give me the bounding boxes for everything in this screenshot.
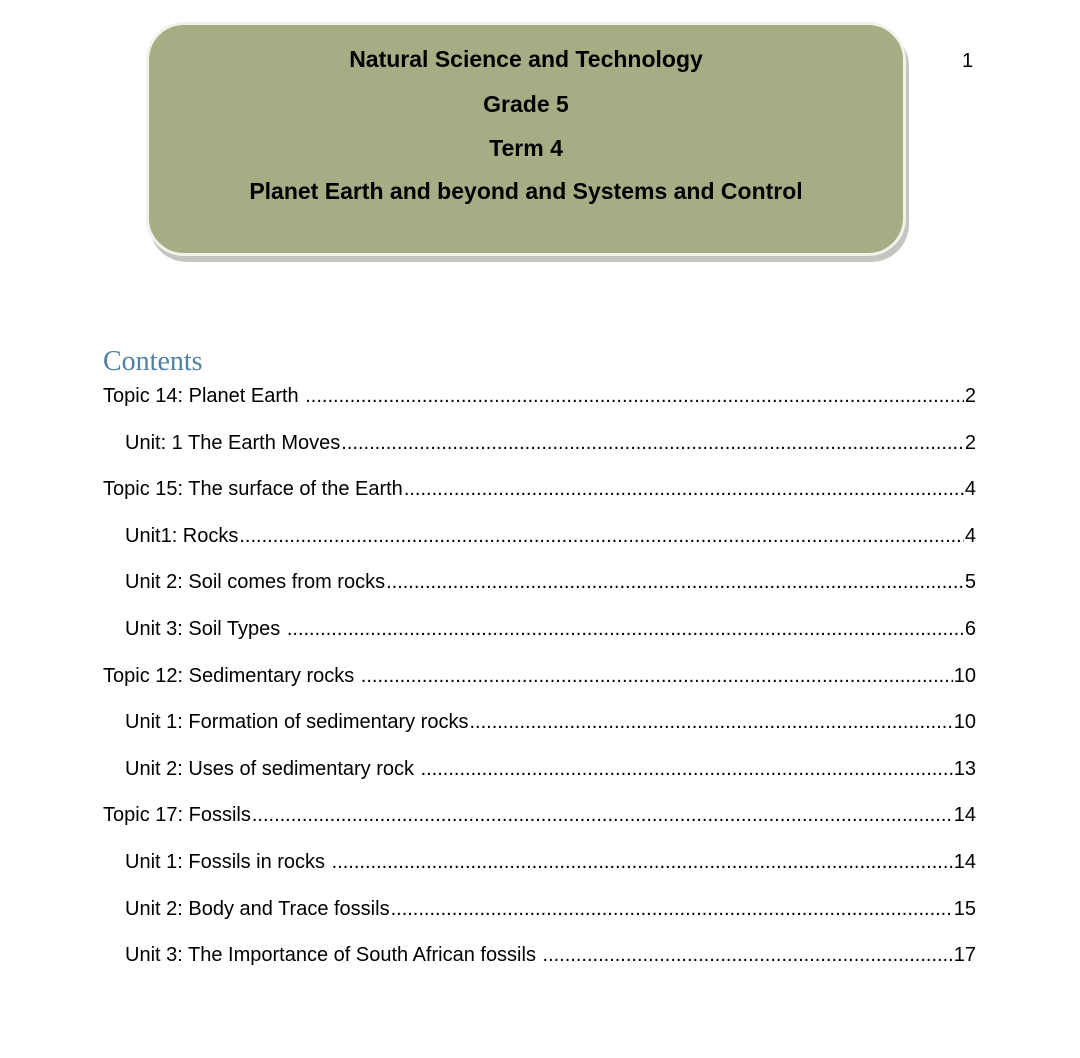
toc-entry-label: Topic 14: Planet Earth <box>103 385 305 407</box>
toc-dot-leader <box>543 941 953 969</box>
toc-unit-entry[interactable] <box>103 895 976 942</box>
toc-dot-leader <box>361 662 953 690</box>
toc-unit-entry[interactable] <box>103 941 976 988</box>
toc-entry-page-number: 5 <box>964 571 976 594</box>
table-of-contents <box>103 382 976 988</box>
toc-dot-leader <box>469 708 952 736</box>
toc-entry-page-number: 13 <box>953 757 976 780</box>
subject-title: Natural Science and Technology <box>349 46 703 72</box>
toc-entry-label: Unit 3: The Importance of South African fossils <box>125 944 542 967</box>
toc-topic-entry[interactable] <box>103 382 976 429</box>
toc-dot-leader <box>239 522 964 550</box>
toc-unit-entry[interactable] <box>103 568 976 615</box>
toc-entry-page-number: 15 <box>953 897 976 920</box>
toc-entry-label: Unit 2: Uses of sedimentary rock <box>125 757 420 780</box>
toc-dot-leader <box>252 801 953 829</box>
toc-entry-label: Unit 2: Body and Trace fossils <box>125 897 390 920</box>
page-number: 1 <box>962 50 974 72</box>
toc-entry-page-number: 2 <box>964 385 976 407</box>
toc-entry-label: Unit 1: Formation of sedimentary rocks <box>125 711 469 734</box>
toc-dot-leader <box>341 429 964 457</box>
toc-unit-entry[interactable] <box>103 755 976 802</box>
toc-dot-leader <box>404 475 964 503</box>
toc-dot-leader <box>386 568 964 596</box>
grade-title: Grade 5 <box>483 91 569 117</box>
toc-entry-label: Unit1: Rocks <box>125 524 239 547</box>
toc-unit-entry[interactable] <box>103 615 976 662</box>
toc-entry-page-number: 6 <box>964 617 976 640</box>
toc-entry-page-number: 2 <box>964 431 976 454</box>
toc-entry-page-number: 14 <box>953 804 976 827</box>
toc-unit-entry[interactable] <box>103 522 976 569</box>
toc-entry-page-number: 4 <box>964 478 976 501</box>
toc-dot-leader <box>305 382 964 410</box>
toc-entry-label: Unit 1: Fossils in rocks <box>125 850 331 873</box>
toc-entry-page-number: 17 <box>953 944 976 967</box>
toc-entry-label: Topic 15: The surface of the Earth <box>103 478 403 501</box>
toc-unit-entry[interactable] <box>103 708 976 755</box>
toc-dot-leader <box>391 895 953 923</box>
term-title: Term 4 <box>489 135 563 161</box>
toc-dot-leader <box>287 615 964 643</box>
contents-heading: Contents <box>103 346 203 377</box>
toc-dot-leader <box>332 848 953 876</box>
toc-entry-label: Unit 2: Soil comes from rocks <box>125 571 386 594</box>
toc-unit-entry[interactable] <box>103 429 976 476</box>
theme-title: Planet Earth and beyond and Systems and Control <box>249 178 803 204</box>
toc-entry-page-number: 10 <box>953 664 976 687</box>
title-box <box>146 22 906 256</box>
toc-dot-leader <box>421 755 953 783</box>
toc-entry-label: Topic 17: Fossils <box>103 804 251 827</box>
toc-entry-page-number: 10 <box>953 711 976 734</box>
toc-unit-entry[interactable] <box>103 848 976 895</box>
toc-topic-entry[interactable] <box>103 475 976 522</box>
toc-entry-label: Unit: 1 The Earth Moves <box>125 431 341 454</box>
toc-entry-label: Topic 12: Sedimentary rocks <box>103 664 360 687</box>
toc-entry-page-number: 14 <box>953 850 976 873</box>
toc-entry-page-number: 4 <box>964 524 976 547</box>
toc-entry-label: Unit 3: Soil Types <box>125 617 286 640</box>
toc-topic-entry[interactable] <box>103 662 976 709</box>
toc-topic-entry[interactable] <box>103 801 976 848</box>
